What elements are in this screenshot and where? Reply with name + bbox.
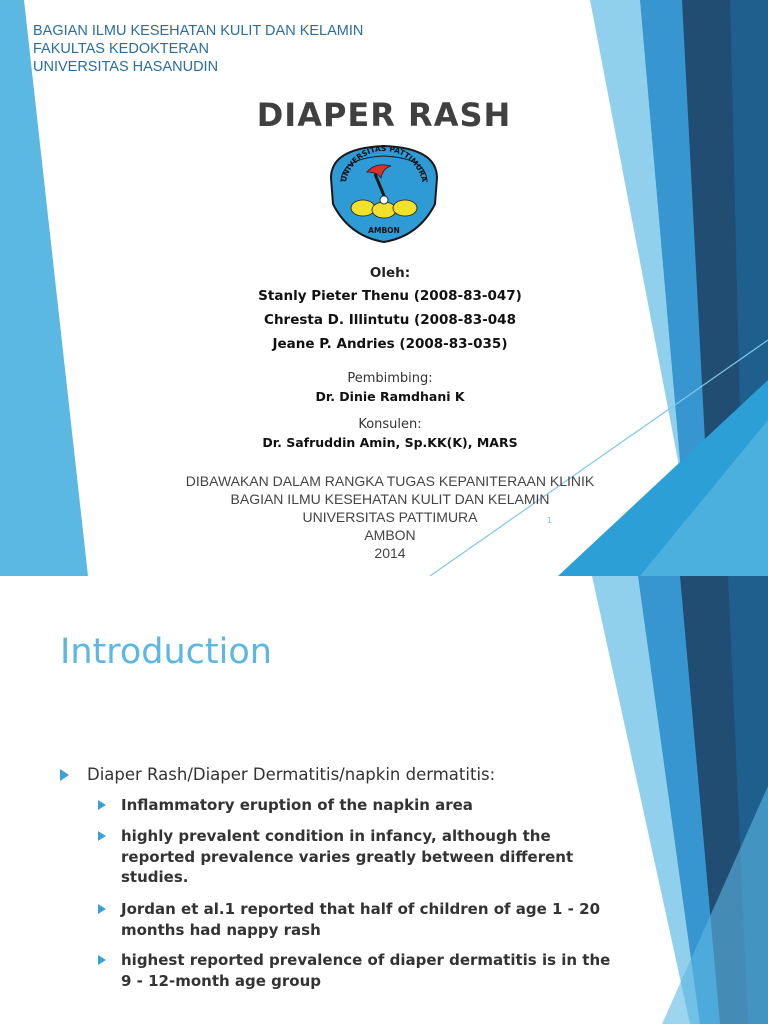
logo-bottom-text: AMBON <box>368 226 400 235</box>
author-name: Jeane P. Andries (2008-83-035) <box>272 336 508 352</box>
oleh-label: Oleh: <box>369 265 411 281</box>
sub-bullet-line: studies. <box>121 868 189 886</box>
sub-bullet-line: months had nappy rash <box>121 920 321 939</box>
pembimbing-label: Pembimbing: <box>347 371 433 386</box>
sub-bullet-line: highest reported prevalence of diaper dermatitis is in the <box>121 951 611 969</box>
page-number: 1 <box>547 516 553 525</box>
sub-bullet <box>98 795 473 816</box>
bullet-arrow-icon <box>98 800 106 810</box>
konsulen-label: Konsulen: <box>358 417 422 432</box>
left-blue-shard <box>0 0 88 576</box>
author-block <box>150 262 630 356</box>
introduction-slide <box>0 576 768 1024</box>
sub-bullet-line: reported prevalence varies greatly between different <box>121 847 574 866</box>
university-logo <box>323 138 445 246</box>
bullet-arrow-icon <box>98 904 106 914</box>
footer-line: AMBON <box>364 527 416 543</box>
footer-block <box>150 472 630 562</box>
bullet-arrow-icon <box>98 831 106 841</box>
slide-title: DIAPER RASH <box>256 96 512 134</box>
footer-line: UNIVERSITAS PATTIMURA <box>302 509 478 525</box>
author-name: Stanly Pieter Thenu (2008-83-047) <box>258 288 522 304</box>
footer-line: DIBAWAKAN DALAM RANGKA TUGAS KEPANITERAAN KLINIK <box>185 473 595 489</box>
footer-line: BAGIAN ILMU KESEHATAN KULIT DAN KELAMIN <box>230 491 550 507</box>
institution-line: FAKULTAS KEDOKTERAN <box>33 41 209 57</box>
konsulen-name: Dr. Safruddin Amin, Sp.KK(K), MARS <box>262 435 518 450</box>
bullet-arrow-icon <box>98 955 106 965</box>
bullet-main <box>60 764 495 786</box>
pembimbing-block <box>150 370 630 405</box>
sub-bullet <box>98 950 610 991</box>
sub-bullet-text <box>121 899 600 940</box>
sub-bullet-text <box>121 795 473 816</box>
author-name: Chresta D. Illintutu (2008-83-048 <box>264 312 516 328</box>
logo-top-text: UNIVERSITAS PATTIMURA <box>338 143 430 183</box>
sub-bullet <box>98 826 573 888</box>
pembimbing-name: Dr. Dinie Ramdhani K <box>315 389 465 404</box>
slide-title: Introduction <box>60 632 272 672</box>
sub-bullet-line: Inflammatory eruption of the napkin area <box>121 796 473 814</box>
sub-bullet-text <box>121 826 573 888</box>
bullet-main-text: Diaper Rash/Diaper Dermatitis/napkin dermatitis: <box>87 765 496 784</box>
institution-line: UNIVERSITAS HASANUDIN <box>33 59 219 75</box>
sub-bullet-line: Jordan et al.1 reported that half of children of age 1 - 20 <box>121 900 601 918</box>
institution-line: BAGIAN ILMU KESEHATAN KULIT DAN KELAMIN <box>33 23 364 39</box>
sub-bullet <box>98 899 600 940</box>
logo-center-mark <box>380 196 388 204</box>
bullet-arrow-icon <box>60 769 69 781</box>
footer-line: 2014 <box>374 545 406 561</box>
sub-bullet-text <box>121 950 610 991</box>
logo-leaf <box>393 200 417 216</box>
institution-header <box>33 22 363 76</box>
sub-bullet-line: 9 - 12-month age group <box>121 971 322 990</box>
sub-bullet-line: highly prevalent condition in infancy, although the <box>121 827 551 845</box>
konsulen-block <box>150 416 630 451</box>
logo-leaf <box>351 200 375 216</box>
